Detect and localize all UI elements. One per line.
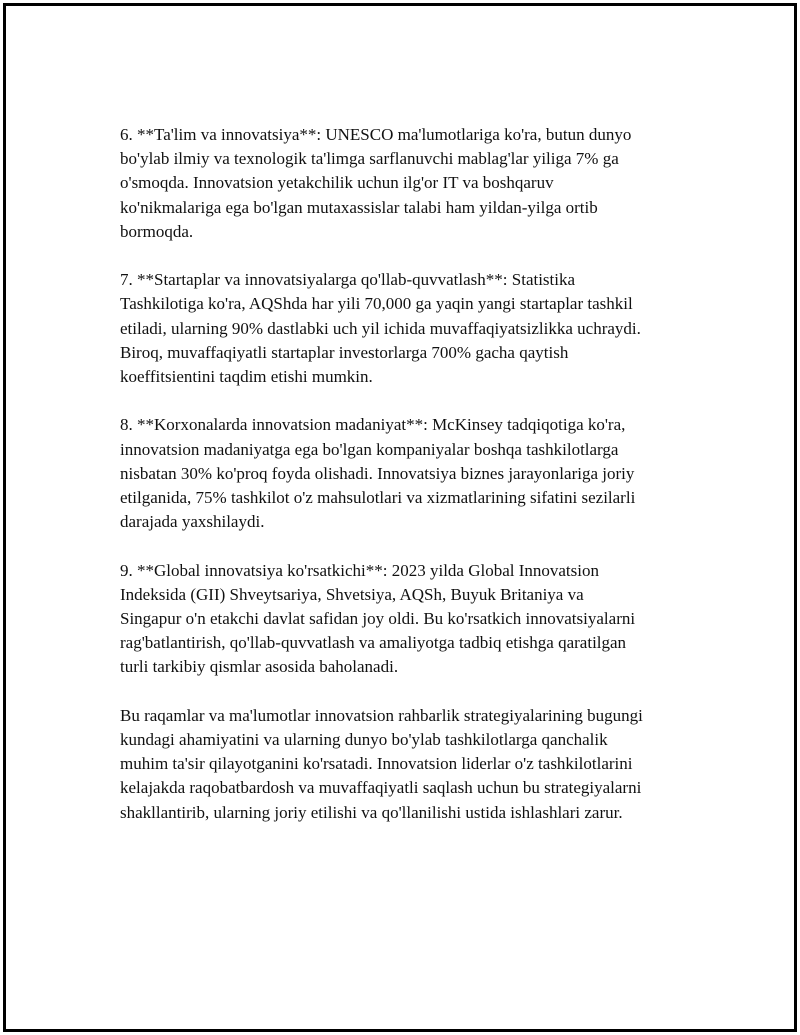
paragraph-education-innovation: 6. **Ta'lim va innovatsiya**: UNESCO ma'lumotlariga ko'ra, butun dunyo bo'ylab ilmiy va texnologik ta'limga sarflanuvchi mablag'lar yiliga 7% ga o'smoqda. Innovatsion yetakchilik uchun ilg'or IT va boshqaruv ko'nikmalariga ega bo'lgan mutaxassislar talabi ham yildan-yilga ortib bormoqda. (120, 125, 632, 241)
paragraph-conclusion: Bu raqamlar va ma'lumotlar innovatsion rahbarlik strategiyalarining bugungi kundagi ahamiyatini va ularning dunyo bo'ylab tashkilotlarga qanchalik muhim ta'sir qilayotganini ko'rsatadi. Innovatsion liderlar o'z tashkilotlarini kelajakda raqobatbardosh va muvaffaqiyatli saqlash uchun bu strategiyalarni shakllantirib, ularning joriy etilishi va qo'llanilishi ustida ishlashlari zarur. (120, 705, 643, 822)
document-body (120, 123, 695, 825)
paragraph-corporate-innovation-culture: 8. **Korxonalarda innovatsion madaniyat**: McKinsey tadqiqotiga ko'ra, innovatsion madaniyatga ega bo'lgan kompaniyalar boshqa tashkilotlarga nisbatan 30% ko'proq foyda olishadi. Innovatsiya biznes jarayonlariga joriy etilganida, 75% tashkilot o'z mahsulotlari va xizmatlarining sifatini sezilarli darajada yaxshilaydi. (120, 415, 636, 532)
page-frame (3, 3, 797, 1032)
paragraph-global-innovation-index: 9. **Global innovatsiya ko'rsatkichi**: 2023 yilda Global Innovatsion Indeksida (GII) Shveytsariya, Shvetsiya, AQSh, Buyuk Britaniya va Singapur o'n etakchi davlat safidan joy oldi. Bu ko'rsatkich innovatsiyalarni rag'batlantirish, qo'llab-quvvatlash va amaliyotga tadbiq etishga qaratilgan turli tarkibiy qismlar asosida baholanadi. (120, 560, 636, 677)
paragraph-startups-support: 7. **Startaplar va innovatsiyalarga qo'llab-quvvatlash**: Statistika Tashkilotiga ko'ra, AQShda har yili 70,000 ga yaqin yangi startaplar tashkil etiladi, ularning 90% dastlabki uch yil ichida muvaffaqiyatsizlikka uchraydi. Biroq, muvaffaqiyatli startaplar investorlarga 700% gacha qaytish koeffitsientini taqdim etishi mumkin. (120, 270, 641, 387)
